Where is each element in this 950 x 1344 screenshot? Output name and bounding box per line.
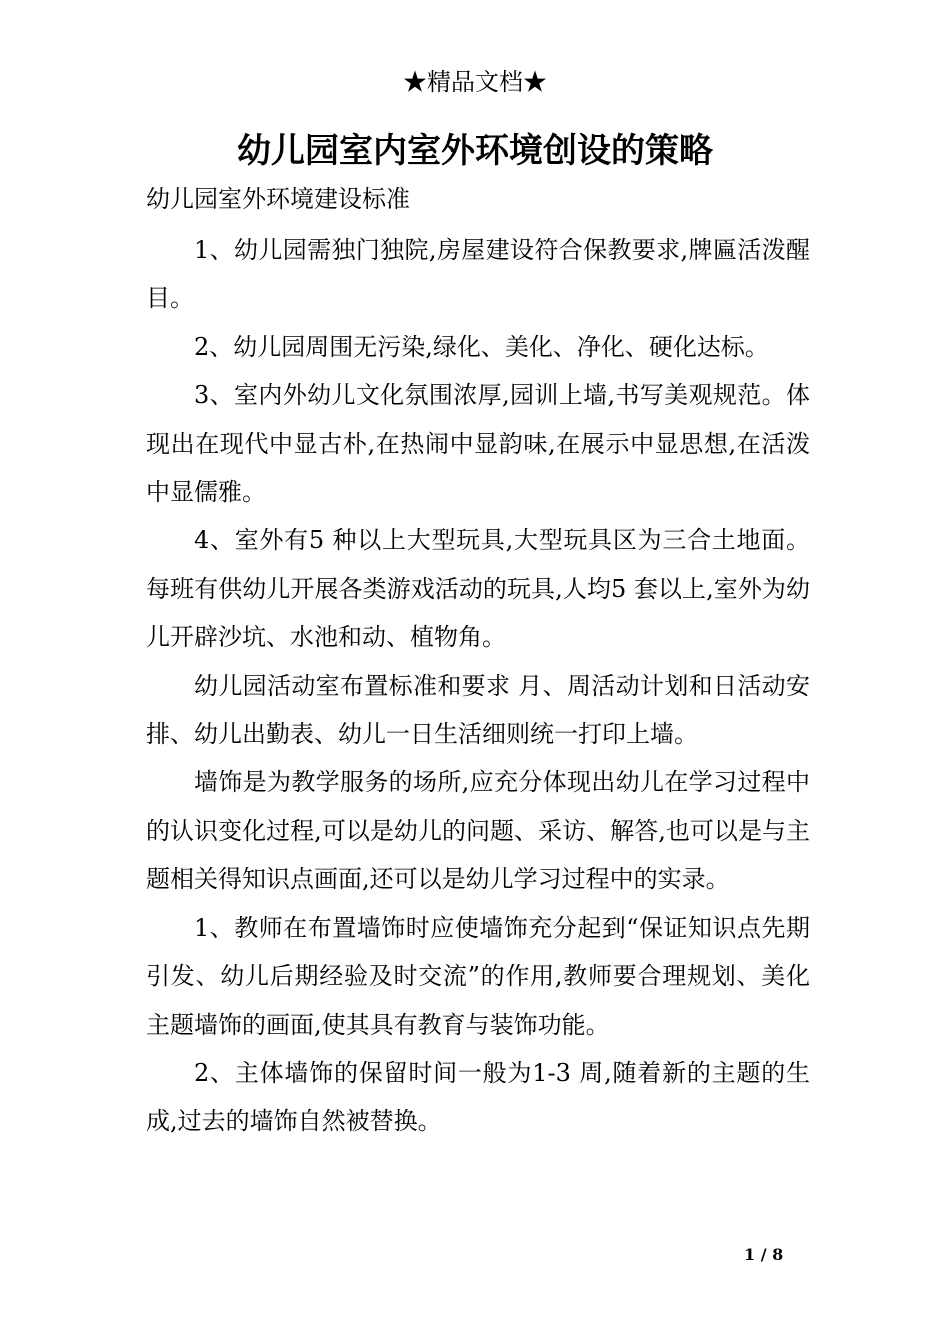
section-heading: 幼儿园室外环境建设标准: [146, 185, 410, 213]
page-number: 1 / 8: [744, 1245, 784, 1264]
document-body: [146, 226, 810, 1146]
document-title: 幼儿园室内室外环境创设的策略: [237, 131, 713, 171]
paragraph-7: 1、教师在布置墙饰时应使墙饰充分起到“保证知识点先期引发、幼儿后期经验及时交流”的作用,教师要合理规划、美化主题墙饰的画面,使其具有教育与装饰功能。: [146, 913, 810, 1039]
paragraph-3: 3、室内外幼儿文化氛围浓厚,园训上墙,书写美观规范。体现出在现代中显古朴,在热闹中显韵味,在展示中显思想,在活泼中显儒雅。: [146, 381, 810, 507]
page-header: ★精品文档★: [403, 68, 547, 96]
paragraph-5: 幼儿园活动室布置标准和要求 月、周活动计划和日活动安排、幼儿出勤表、幼儿一日生活细则统一打印上墙。: [146, 671, 810, 749]
paragraph-1: 1、幼儿园需独门独院,房屋建设符合保教要求,牌匾活泼醒目。: [146, 236, 810, 313]
paragraph-6: 墙饰是为教学服务的场所,应充分体现出幼儿在学习过程中的认识变化过程,可以是幼儿的问题、采访、解答,也可以是与主题相关得知识点画面,还可以是幼儿学习过程中的实录。: [146, 768, 810, 894]
paragraph-2: 2、幼儿园周围无污染,绿化、美化、净化、硬化达标。: [194, 332, 769, 361]
paragraph-8: 2、主体墙饰的保留时间一般为1-3 周,随着新的主题的生成,过去的墙饰自然被替换。: [146, 1058, 810, 1136]
paragraph-4: 4、室外有5 种以上大型玩具,大型玩具区为三合土地面。每班有供幼儿开展各类游戏活动的玩具,人均5 套以上,室外为幼儿开辟沙坑、水池和动、植物角。: [146, 526, 810, 652]
